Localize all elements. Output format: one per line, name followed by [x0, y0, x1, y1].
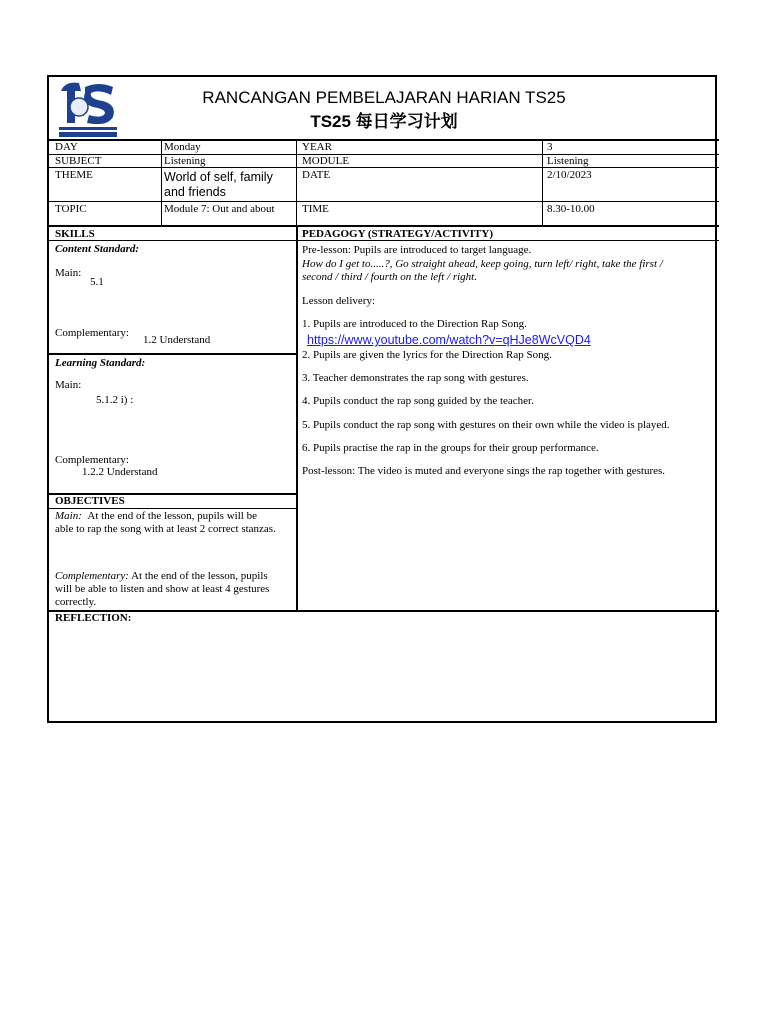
step-5: 5. Pupils conduct the rap song with gestures on their own while the video is played. [302, 419, 670, 431]
objective-complementary: Complementary: At the end of the lesson, pupils [55, 570, 268, 582]
post-lesson: Post-lesson: The video is muted and everyone sings the rap together with gestures. [302, 465, 666, 477]
year-label: YEAR [302, 141, 332, 153]
reflection-heading: REFLECTION: [55, 612, 132, 624]
theme-label: THEME [55, 169, 93, 181]
content-standard-label: Content Standard: [55, 243, 140, 255]
lesson-delivery-label: Lesson delivery: [302, 295, 376, 307]
skills-heading: SKILLS [55, 228, 95, 240]
step-3: 3. Teacher demonstrates the rap song with gestures. [302, 372, 529, 384]
objective-complementary-line2: will be able to listen and show at least 4 gestures [55, 583, 270, 595]
theme-value-line2: and friends [164, 185, 226, 199]
learning-standard-label: Learning Standard: [55, 357, 146, 369]
cs-complementary-label: Complementary: [55, 327, 129, 339]
pre-lesson-target-language-2: second / third / fourth on the left / right. [302, 271, 477, 283]
topic-label: TOPIC [55, 203, 87, 215]
ls-main-value: 5.1.2 i) : [96, 394, 134, 406]
ls-complementary-value: 1.2.2 Understand [82, 466, 158, 478]
time-value: 8.30-10.00 [547, 203, 595, 215]
date-label: DATE [302, 169, 331, 181]
pre-lesson: Pre-lesson: Pupils are introduced to target language. [302, 244, 532, 256]
title-line-2: TS25 每日学习计划 [310, 112, 458, 131]
objective-main-line2: able to rap the song with at least 2 correct stanzas. [55, 523, 276, 535]
objectives-heading: OBJECTIVES [55, 495, 125, 507]
cs-main-value: 5.1 [90, 276, 104, 288]
objective-complementary-line3: correctly. [55, 596, 97, 608]
objective-main: Main: At the end of the lesson, pupils will be [55, 510, 257, 522]
date-value: 2/10/2023 [547, 169, 592, 181]
step-1: 1. Pupils are introduced to the Direction Rap Song. [302, 318, 527, 330]
pre-lesson-target-language-1: How do I get to.....?, Go straight ahead, keep going, turn left/ right, take the first / [302, 258, 663, 270]
subject-label: SUBJECT [55, 155, 102, 167]
title-line-1: RANCANGAN PEMBELAJARAN HARIAN TS25 [202, 88, 566, 107]
module-label: MODULE [302, 155, 350, 167]
topic-value: Module 7: Out and about [164, 203, 275, 215]
module-value: Listening [547, 155, 589, 167]
day-label: DAY [55, 141, 78, 153]
subject-value: Listening [164, 155, 206, 167]
step-4: 4. Pupils conduct the rap song guided by the teacher. [302, 395, 534, 407]
year-value: 3 [547, 141, 553, 153]
ls-main-label: Main: [55, 379, 82, 391]
lesson-plan-document [47, 75, 717, 723]
theme-value-line1: World of self, family [164, 170, 273, 184]
day-value: Monday [164, 141, 201, 153]
cs-main-label: Main: [55, 267, 82, 279]
time-label: TIME [302, 203, 329, 215]
step-2: 2. Pupils are given the lyrics for the Direction Rap Song. [302, 349, 552, 361]
pedagogy-heading: PEDAGOGY (STRATEGY/ACTIVITY) [302, 228, 493, 240]
ls-complementary-label: Complementary: [55, 454, 129, 466]
step-6: 6. Pupils practise the rap in the groups for their group performance. [302, 442, 599, 454]
cs-complementary-value: 1.2 Understand [143, 334, 211, 346]
youtube-link[interactable]: https://www.youtube.com/watch?v=qHJe8WcVQD4 [307, 333, 591, 347]
